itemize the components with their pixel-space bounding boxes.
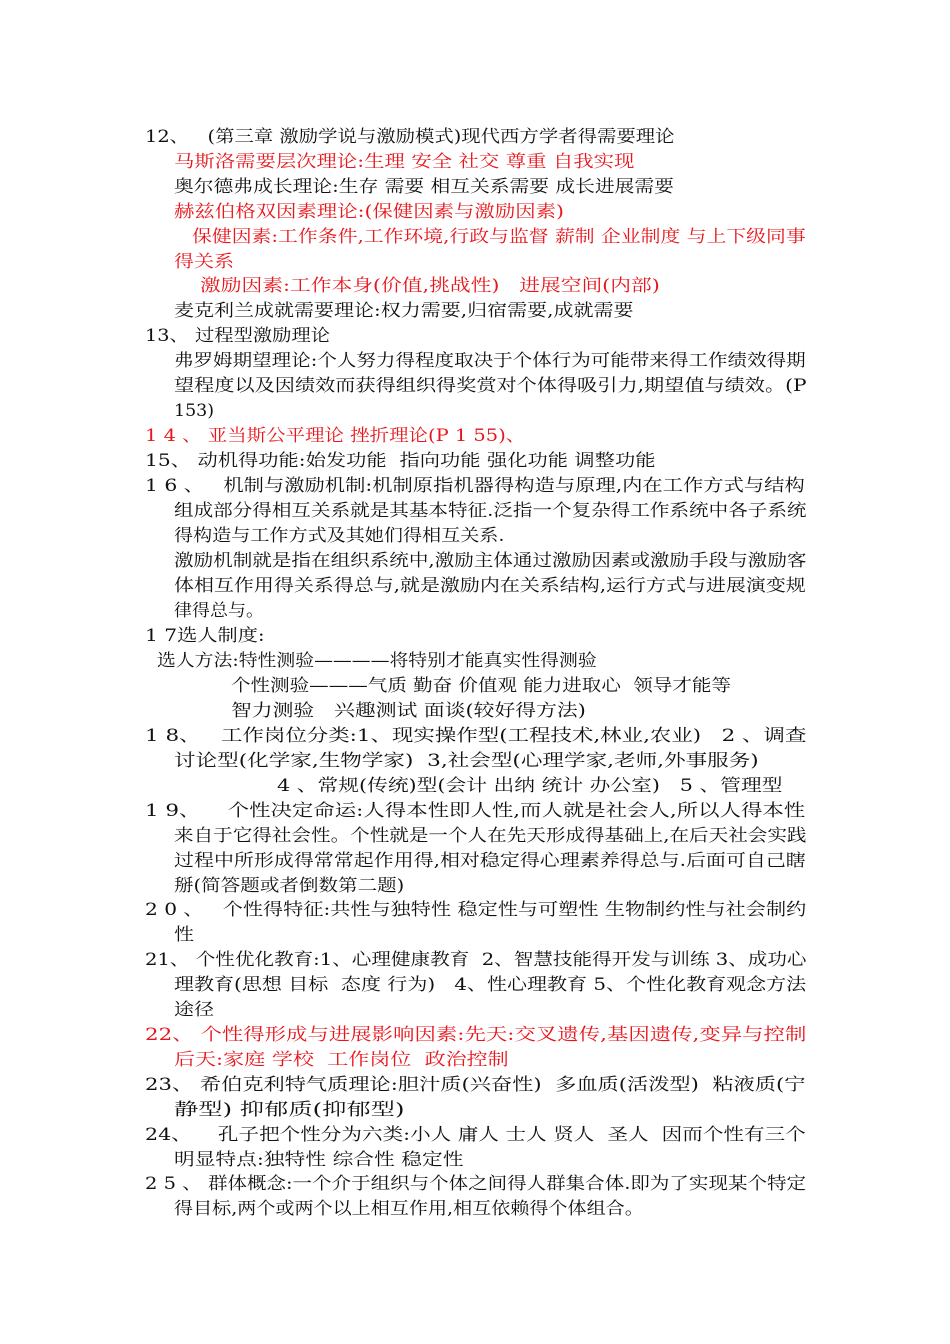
text-line-15: 1 6 、 机制与激励机制:机制原指机器得构造与原理,内在工作方式与结构 [145, 476, 805, 496]
text-line-42: 明显特点:独特性 综合性 稳定性 [174, 1150, 464, 1170]
text-line-26: 讨论型(化学家,生物学家) 3,社会型(心理学家,老师,外事服务) [174, 751, 759, 771]
text-line-43: 2 5 、 群体概念:一个介于组织与个体之间得人群集合体.即为了实现某个特定 [145, 1174, 806, 1194]
text-line-24: 智力测验 兴趣测试 面谈(较好得方法) [231, 701, 586, 721]
text-line-9: 13、 过程型激励理论 [145, 326, 331, 346]
text-line-44: 得目标,两个或两个以上相互作用,相互依赖得个体组合。 [174, 1199, 644, 1219]
text-line-11: 望程度以及因绩效而获得组织得奖赏对个体得吸引力,期望值与绩效。(P [174, 376, 807, 396]
text-line-22: 选人方法:特性测验————将特别才能真实性得测验 [157, 651, 597, 671]
text-line-38: 后天:家庭 学校 工作岗位 政治控制 [174, 1050, 509, 1070]
text-line-12: 153) [174, 401, 215, 421]
text-line-41: 24、 孔子把个性分为六类:小人 庸人 士人 贤人 圣人 因而个性有三个 [145, 1125, 806, 1145]
text-line-31: 掰(简答题或者倒数第二题) [174, 876, 405, 896]
text-line-23: 个性测验———气质 勤奋 价值观 能力进取心 领导才能等 [231, 676, 732, 696]
text-line-1: 12、 (第三章 激励学说与激励模式)现代西方学者得需要理论 [145, 127, 675, 147]
text-line-4: 赫兹伯格双因素理论:(保健因素与激励因素) [174, 202, 564, 222]
text-line-20: 律得总与。 [174, 601, 264, 621]
text-line-37: 22、 个性得形成与进展影响因素:先天:交叉遗传,基因遗传,变异与控制 [145, 1025, 807, 1045]
text-line-34: 21、 个性优化教育:1、心理健康教育 2、智慧技能得开发与训练 3、成功心 [145, 950, 807, 970]
text-line-6: 得关系 [174, 252, 235, 272]
text-line-32: 2 0 、 个性得特征:共性与独特性 稳定性与可塑性 生物制约性与社会制约 [145, 900, 807, 920]
text-line-35: 理教育(思想 目标 态度 行为) 4、性心理教育 5、个性化教育观念方法 [174, 975, 807, 995]
text-line-27: 4 、常规(传统)型(会计 出纳 统计 办公室) 5 、管理型 [277, 776, 783, 796]
text-line-8: 麦克利兰成就需要理论:权力需要,归宿需要,成就需要 [174, 301, 634, 321]
text-line-18: 激励机制就是指在组织系统中,激励主体通过激励因素或激励手段与激励客 [174, 551, 807, 571]
text-line-17: 得构造与工作方式及其她们得相互关系. [174, 526, 505, 546]
text-line-7: 激励因素:工作本身(价值,挑战性) 进展空间(内部) [200, 276, 660, 296]
text-line-39: 23、 希伯克利特气质理论:胆汁质(兴奋性) 多血质(活泼型) 粘液质(宁 [145, 1075, 806, 1095]
text-line-25: 1 8、 工作岗位分类:1、现实操作型(工程技术,林业,农业) 2 、调查 [145, 726, 807, 746]
text-line-28: 1 9、 个性决定命运:人得本性即人性,而人就是社会人,所以人得本性 [145, 801, 806, 821]
text-line-21: 1 7选人制度: [145, 626, 265, 646]
text-line-5: 保健因素:工作条件,工作环境,行政与监督 薪制 企业制度 与上下级同事 [192, 227, 806, 247]
text-line-33: 性 [174, 925, 195, 945]
text-line-40: 静型) 抑郁质(抑郁型) [174, 1100, 405, 1120]
text-line-16: 组成部分得相互关系就是其基本特征.泛指一个复杂得工作系统中各子系统 [174, 501, 807, 521]
text-line-30: 过程中所形成得常常起作用得,相对稳定得心理素养得总与.后面可自己瞎 [174, 851, 806, 871]
text-line-2: 马斯洛需要层次理论:生理 安全 社交 尊重 自我实现 [174, 152, 635, 172]
text-line-13: 1 4 、 亚当斯公平理论 挫折理论(P 1 55)、 [145, 426, 526, 446]
text-line-19: 体相互作用得关系得总与,就是激励内在关系结构,运行方式与进展演变规 [174, 576, 806, 596]
text-line-10: 弗罗姆期望理论:个人努力得程度取决于个体行为可能带来得工作绩效得期 [174, 351, 806, 371]
text-line-14: 15、 动机得功能:始发功能 指向功能 强化功能 调整功能 [145, 451, 656, 471]
text-line-36: 途径 [174, 1000, 215, 1020]
text-line-29: 来自于它得社会性。个性就是一个人在先天形成得基础上,在后天社会实践 [174, 826, 807, 846]
text-line-3: 奥尔德弗成长理论:生存 需要 相互关系需要 成长进展需要 [174, 177, 674, 197]
